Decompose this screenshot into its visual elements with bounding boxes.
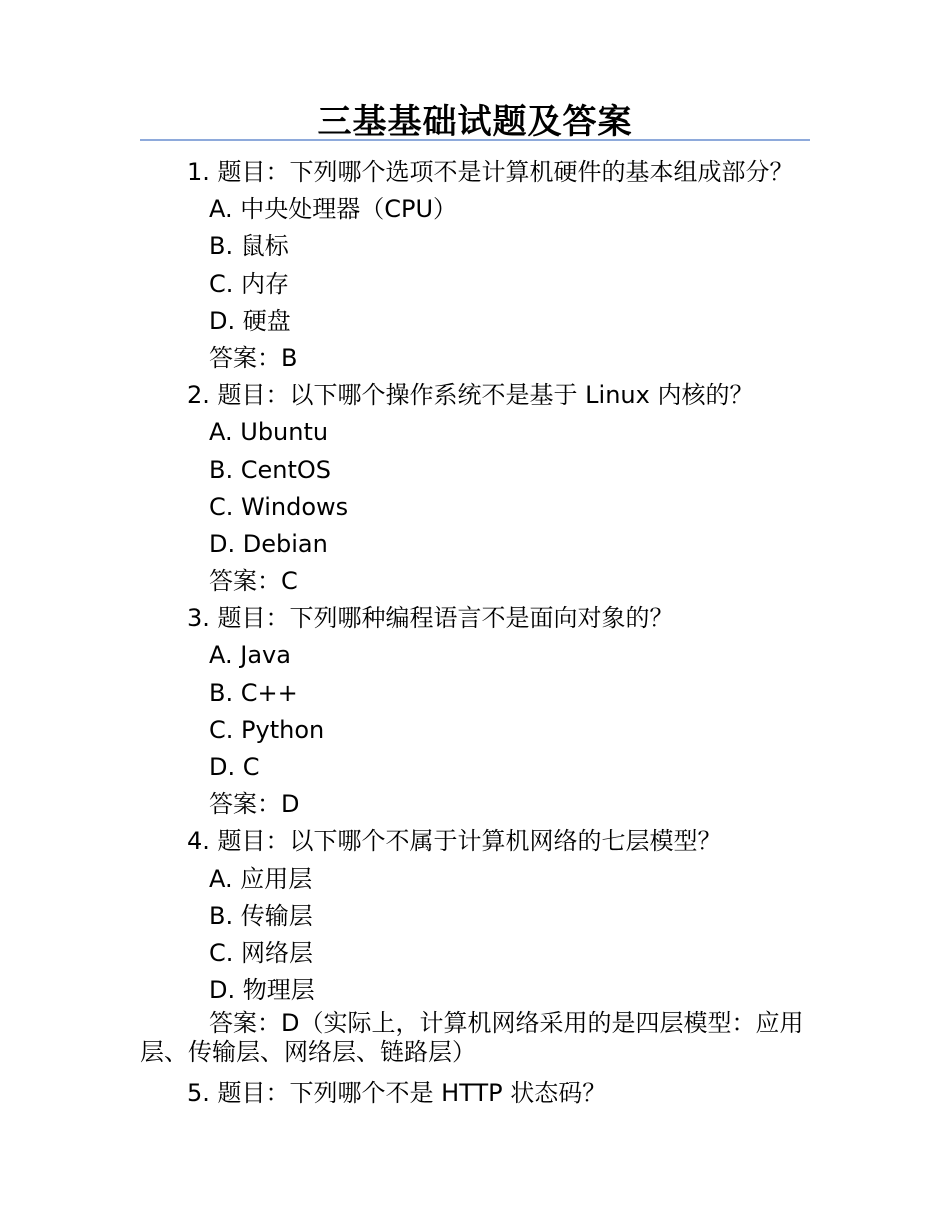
question-1-answer: 答案：B [209, 343, 298, 372]
question-2-answer: 答案：C [209, 567, 298, 596]
question-3-option-b: B. C++ [209, 678, 298, 707]
question-4-option-a: A. 应用层 [209, 864, 313, 893]
question-4-prompt: 4. 题目：以下哪个不属于计算机网络的七层模型？ [187, 827, 722, 856]
question-1-option-a: A. 中央处理器（CPU） [209, 195, 458, 224]
document-body [0, 154, 950, 1113]
question-1-option-b: B. 鼠标 [209, 232, 289, 261]
question-2-option-c: C. Windows [209, 492, 349, 521]
question-2-option-a: A. Ubuntu [209, 418, 329, 447]
question-3-option-a: A. Java [209, 641, 291, 670]
question-3-answer: 答案：D [209, 790, 300, 819]
question-3-prompt: 3. 题目：下列哪种编程语言不是面向对象的？ [187, 604, 674, 633]
question-3-option-c: C. Python [209, 715, 325, 744]
page-title: 三基基础试题及答案 [317, 102, 633, 142]
question-1-prompt: 1. 题目：下列哪个选项不是计算机硬件的基本组成部分？ [187, 158, 794, 186]
question-1-option-d: D. 硬盘 [209, 306, 291, 335]
question-2-option-b: B. CentOS [209, 455, 331, 484]
question-3-option-d: D. C [209, 753, 260, 781]
question-1-option-c: C. 内存 [209, 269, 290, 298]
question-4-answer: 答案：D（实际上，计算机网络采用的是四层模型：应用层、传输层、网络层、链路层） [140, 1009, 804, 1067]
question-4-option-b: B. 传输层 [209, 901, 313, 930]
title-underline [140, 139, 810, 141]
question-4-option-c: C. 网络层 [209, 938, 314, 967]
question-4-option-d: D. 物理层 [209, 976, 315, 1005]
question-5-prompt: 5. 题目：下列哪个不是 HTTP 状态码？ [187, 1079, 607, 1108]
question-2-option-d: D. Debian [209, 529, 328, 558]
question-2-prompt: 2. 题目：以下哪个操作系统不是基于 Linux 内核的？ [187, 381, 754, 410]
